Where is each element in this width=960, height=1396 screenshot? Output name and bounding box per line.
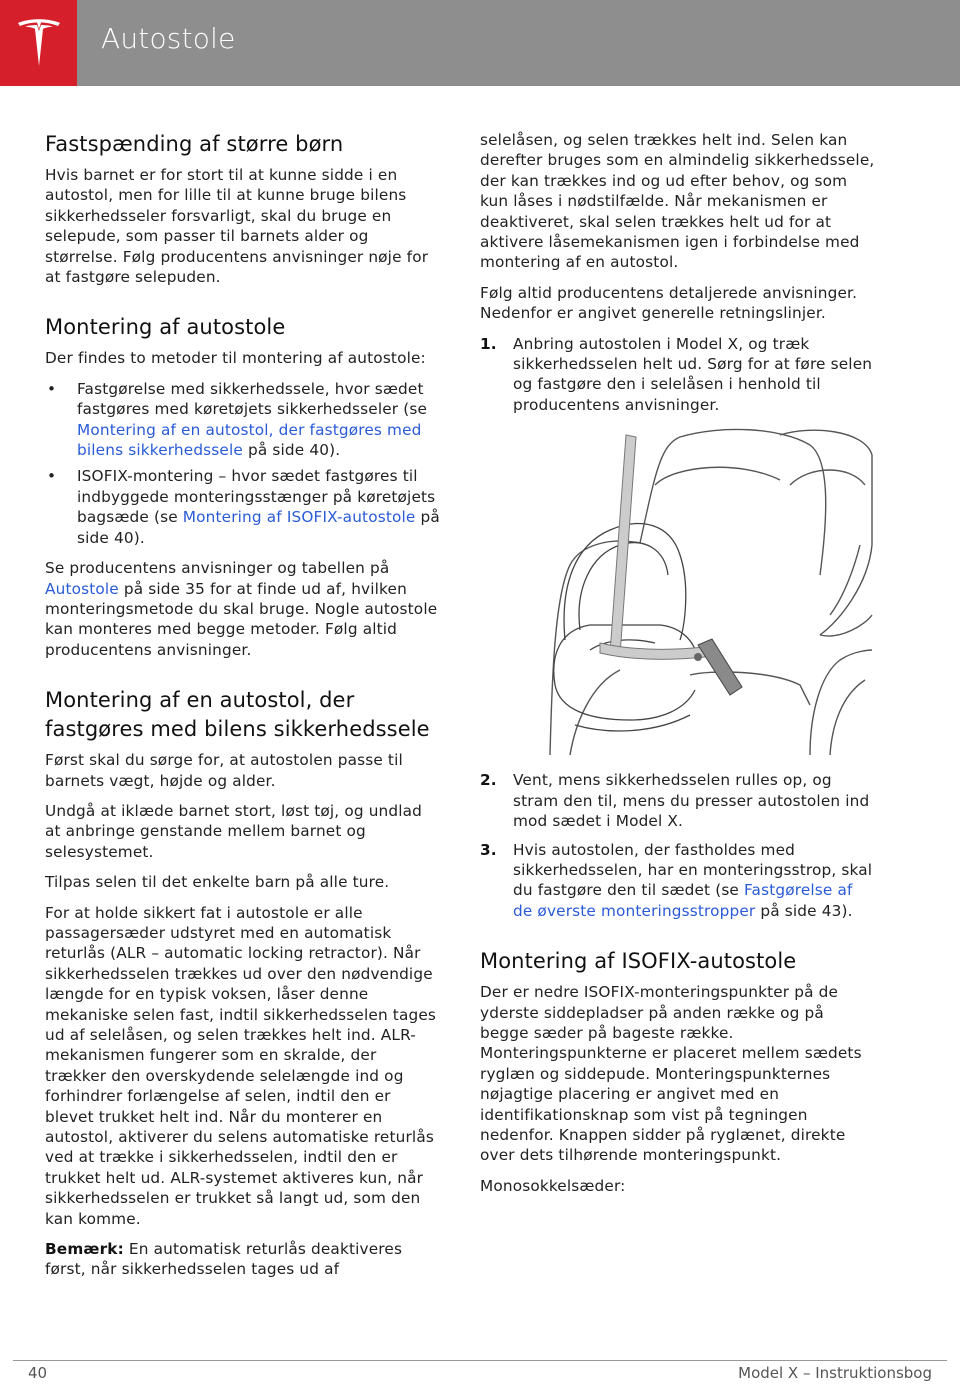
link-car-seats[interactable]: Autostole: [45, 579, 119, 598]
note: Bemærk: En automatisk returlås deaktiveres først, når sikkerhedsselen tages ud af: [45, 1240, 403, 1279]
bullet-icon: •: [47, 467, 57, 486]
paragraph: selelåsen, og selen trækkes helt ind. Selen kan derefter bruges som en almindelig sikkerhedssele, der kan trækkes ind og ud efter behov, og som kun låses i nødstilfælde. Når mekanismen er deaktiveret, skal selen trækkes helt ud for at aktivere låsemekanismen igen i forbindelse med montering af en autostol.: [480, 131, 875, 272]
heading-mounting-car-seats: Montering af autostole: [45, 315, 286, 340]
list-item: • Fastgørelse med sikkerhedssele, hvor sædet fastgøres med køretøjets sikkerhedsseler (se Montering af en autostol, der fastgøres med bilens sikkerhedssele på side 40).: [47, 379, 428, 460]
paragraph: Først skal du sørge for, at autostolen passe til barnets vægt, højde og alder.: [45, 751, 403, 790]
heading-isofix: Montering af ISOFIX-autostole: [480, 949, 797, 974]
page-header: [0, 0, 960, 86]
step-2: 2. Vent, mens sikkerhedsselen rulles op, og stram den til, mens du presser autostolen ind mod sædet i Model X.: [480, 771, 870, 831]
list-item: • ISOFIX-montering – hvor sædet fastgøres til indbyggede monteringsstænger på køretøjets bagsæde (se Montering af ISOFIX-autostole på side 40).: [47, 467, 440, 547]
bullet-icon: •: [47, 379, 57, 398]
note-label: Bemærk:: [45, 1240, 124, 1259]
paragraph: Der er nedre ISOFIX-monteringspunkter på de yderste siddepladser på anden række og på begge sæder på bageste række. Monteringspunkterne er placeret mellem sædets ryglæn og siddepude. Monteringspunkternes nøjagtige placering er angivet med en identifikationsknap som vist på tegningen nedenfor. Knappen sidder på ryglænet, direkte over dets tilhørende monteringspunkt.: [480, 983, 862, 1165]
right-column: [480, 130, 875, 1206]
car-seat-illustration: [480, 425, 875, 760]
footer-divider: [13, 1360, 947, 1361]
page-title: Autostole: [101, 22, 236, 55]
tesla-logo: [0, 0, 77, 86]
paragraph: For at holde sikkert fat i autostole er alle passagersæder udstyret med en automatisk returlås (ALR – automatic locking retractor). Når sikkerhedsselen trækkes ud over den nødvendige længde for en typisk voksen, låser denne mekaniske selen fast, indtil sikkerhedsselen tages ud af selelåsen, og selen trækkes helt ind. ALR-mekanismen fungerer som en skralde, der trækker den overskydende selelængde ind og forhindrer forlængelse af selen, indtil den er blevet trukket helt ind. Når du monterer en autostol, aktiverer du selens automatiske returlås ved at trække i sikkerhedsselen, indtil den er trukket helt ud. ALR-systemet aktiveres kun, når sikkerhedsselen er trukket så langt ud, som den kan komme.: [45, 903, 437, 1228]
link-top-tether[interactable]: Fastgørelse af de øverste monteringsstropper: [513, 881, 853, 920]
heading-belt-mounting: Montering af en autostol, der fastgøres med bilens sikkerhedssele: [45, 688, 430, 742]
paragraph: Tilpas selen til det enkelte barn på alle ture.: [45, 873, 390, 892]
mounting-methods-list: [45, 379, 440, 548]
car-seat-drawing: [480, 425, 875, 760]
paragraph: Monosokkelsæder:: [480, 1176, 626, 1195]
paragraph: Følg altid producentens detaljerede anvisninger. Nedenfor er angivet generelle retningslinjer.: [480, 283, 858, 323]
left-column: [45, 130, 440, 1290]
tesla-logo-icon: [15, 17, 63, 69]
link-isofix-mounting[interactable]: Montering af ISOFIX-autostole: [182, 508, 416, 527]
page-number: 40: [28, 1364, 48, 1382]
book-title: Model X – Instruktionsbog: [738, 1364, 932, 1382]
paragraph: Der findes to metoder til montering af autostole:: [45, 349, 426, 368]
paragraph: Undgå at iklæde barnet stort, løst tøj, og undlad at anbringe genstande mellem barnet og selesystemet.: [45, 801, 423, 861]
paragraph: Se producentens anvisninger og tabellen på Autostole på side 35 for at finde ud af, hvilken monteringsmetode du skal bruge. Nogle autostole kan monteres med begge metoder. Følg altid producentens anvisninger.: [45, 559, 438, 659]
steps-list: [480, 334, 875, 416]
heading-older-children: Fastspænding af større børn: [45, 132, 344, 156]
step-1: 1. Anbring autostolen i Model X, og træk sikkerhedsselen helt ud. Sørg for at føre selen og fastgøre den i selelåsen i henhold til producentens anvisninger.: [480, 334, 873, 414]
paragraph: Hvis barnet er for stort til at kunne sidde i en autostol, men for lille til at kunne bruge bilens sikkerhedsseler forsvarligt, skal du bruge en selepude, som passer til barnets alder og størrelse. Følg producentens anvisninger nøje for at fastgøre selepuden.: [45, 166, 429, 287]
step-3: 3. Hvis autostolen, der fastholdes med sikkerhedsselen, har en monteringsstrop, skal du fastgøre den til sædet (se Fastgørelse af de øverste monteringsstropper på side 43).: [480, 840, 873, 920]
steps-list-continued: [480, 770, 875, 921]
buckle: [694, 653, 702, 661]
link-belt-mounting[interactable]: Montering af en autostol, der fastgøres med bilens sikkerhedssele: [77, 420, 422, 460]
